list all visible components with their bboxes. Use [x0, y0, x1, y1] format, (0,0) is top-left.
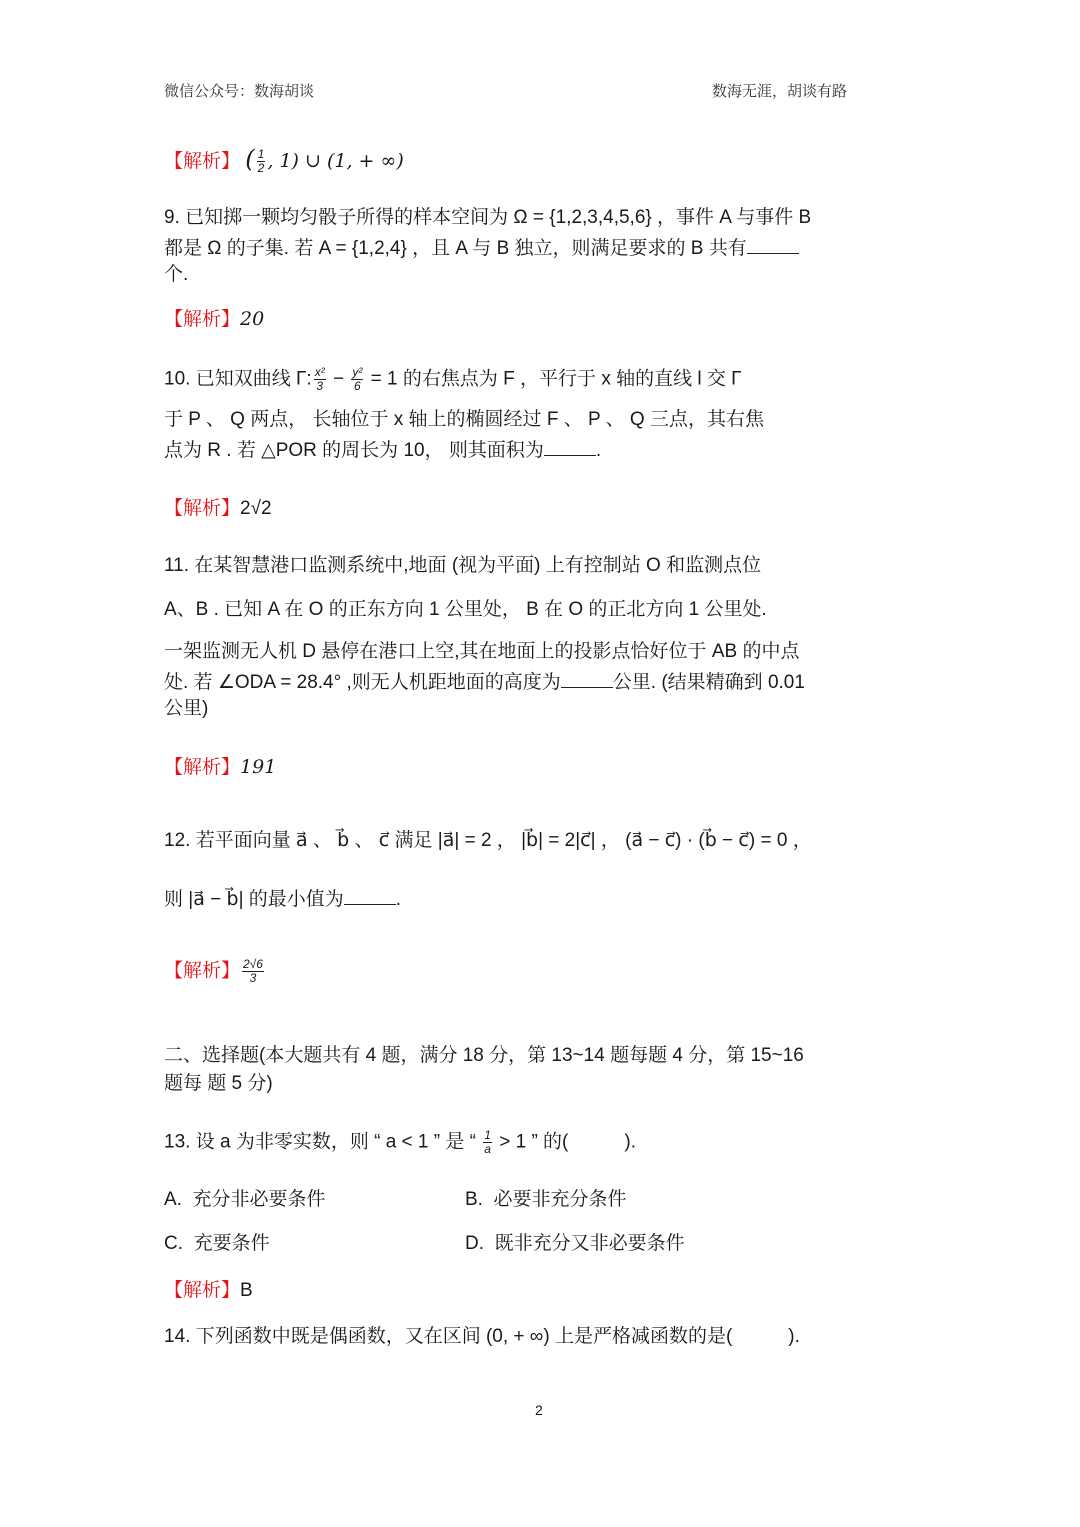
- q9-line-2: 都是 Ω 的子集. 若 A = {1,2,4} ，且 A 与 B 独立，则满足要求的 B 共有: [164, 235, 799, 261]
- q9-answer: 20: [240, 308, 265, 330]
- q10-answer: 2√2: [240, 498, 272, 519]
- q12-line-2: 则 |a⃗ − b⃗| 的最小值为 .: [164, 886, 401, 912]
- q10-line-1: 10. 已知双曲线 Γ: $\frac{\text{x²}}{3}$ − $\frac{\text{y²}}{6}$ = 1 的右焦点为 F ，平行于 x 轴的直线 l 交 Γ: [164, 365, 742, 393]
- q9-line-3: 个.: [164, 264, 189, 285]
- answer-blank: [561, 669, 613, 688]
- answer-blank: [344, 886, 396, 905]
- answer-blank: [747, 235, 799, 254]
- q13-option-b: B. 必要非充分条件: [465, 1189, 627, 1210]
- solution-label: 【解析】: [164, 1279, 241, 1301]
- q13-answer: B: [240, 1280, 253, 1301]
- q10-line-3: 点为 R . 若 △POR 的周长为 10， 则其面积为 .: [164, 437, 601, 463]
- q13-option-c: C. 充要条件: [164, 1233, 270, 1254]
- section-2-heading-line-2: 题每 题 5 分): [164, 1073, 273, 1094]
- q11-line-5: 公里): [164, 698, 209, 719]
- fraction: $\frac{1}{2}$: [257, 147, 265, 176]
- q13-stem: 13. 设 a 为非零实数，则 “ a < 1 ” 是 “ $\frac{1}{a}$ > 1 ” 的( ).: [164, 1128, 636, 1156]
- q12-answer-fraction: $\frac{2√6}{3}$: [243, 957, 263, 985]
- q11-solution: [164, 755, 276, 780]
- fraction: $\frac{1}{a}$: [484, 1128, 491, 1156]
- q11-line-2: A、B . 已知 A 在 O 的正东方向 1 公里处， B 在 O 的正北方向 1 公里处.: [164, 599, 767, 620]
- solution-label: 【解析】: [164, 308, 241, 330]
- header-right-text: 数海无涯，胡谈有路: [712, 82, 848, 100]
- q11-answer: 191: [240, 756, 277, 778]
- section-2-heading-line-1: 二、选择题(本大题共有 4 题，满分 18 分，第 13~14 题每题 4 分，第 15~16: [164, 1045, 804, 1066]
- q13-option-a: A. 充分非必要条件: [164, 1189, 326, 1210]
- answer-blank: [544, 437, 596, 456]
- q11-line-4: 处. 若 ∠ODA = 28.4° ,则无人机距地面的高度为 公里. (结果精确到 0.01: [164, 669, 805, 695]
- q13-solution: [164, 1278, 253, 1303]
- solution-label: 【解析】: [164, 150, 241, 172]
- q12-line-1: 12. 若平面向量 a⃗ 、 b⃗ 、 c⃗ 满足 |a⃗| = 2 ， |b⃗| = 2|c⃗| ， (a⃗ − c⃗) · (b⃗ − c⃗) = 0 ，: [164, 830, 812, 851]
- solution-label: 【解析】: [164, 497, 241, 519]
- header-left-text: 微信公众号：数海胡谈: [164, 82, 315, 100]
- q9-line-1: 9. 已知掷一颗均匀骰子所得的样本空间为 Ω = {1,2,3,4,5,6} ，事件 A 与事件 B: [164, 207, 812, 228]
- solution-label: 【解析】: [164, 756, 241, 778]
- solution-label: 【解析】: [164, 959, 241, 982]
- page-number: 2: [535, 1402, 543, 1418]
- fraction: $\frac{\text{y²}}{6}$: [352, 365, 363, 393]
- q14-stem: 14. 下列函数中既是偶函数，又在区间 (0, + ∞) 上是严格减函数的是( ).: [164, 1326, 800, 1347]
- q11-line-3: 一架监测无人机 D 悬停在港口上空,其在地面上的投影点恰好位于 AB 的中点: [164, 641, 800, 662]
- q9-solution: [164, 307, 264, 332]
- q10-line-2: 于 P 、 Q 两点， 长轴位于 x 轴上的椭圆经过 F 、 P 、 Q 三点，其右焦: [164, 409, 764, 430]
- q11-line-1: 11. 在某智慧港口监测系统中,地面 (视为平面) 上有控制站 O 和监测点位: [164, 555, 762, 576]
- q13-option-d: D. 既非充分又非必要条件: [465, 1233, 685, 1254]
- q8-solution: 【解析】 ( $\frac{1}{2}$ , 1) ∪ (1, + ∞): [164, 145, 404, 176]
- fraction: $\frac{\text{x²}}{3}$: [314, 365, 325, 393]
- q12-solution: [164, 958, 266, 985]
- q10-solution: [164, 496, 272, 521]
